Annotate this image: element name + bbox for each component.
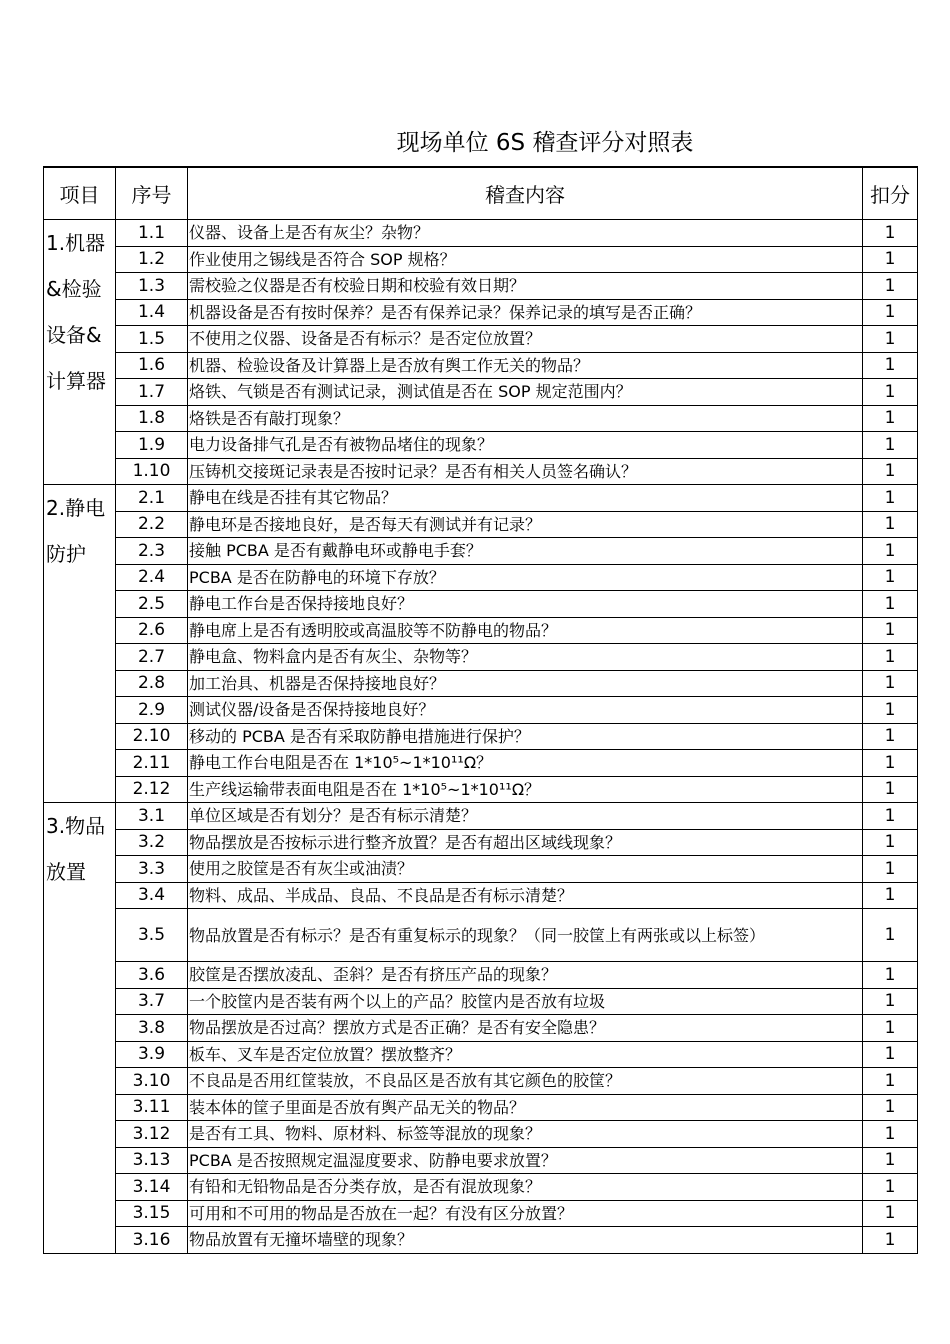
table-row xyxy=(44,617,918,644)
item-text: 静电工作台是否保持接地良好？ xyxy=(188,591,863,618)
item-number: 3.6 xyxy=(116,962,188,989)
header-seq: 序号 xyxy=(116,167,188,220)
table-row xyxy=(44,1174,918,1201)
item-score: 1 xyxy=(863,856,918,883)
item-number: 3.10 xyxy=(116,1068,188,1095)
item-text: 是否有工具、物料、原材料、标签等混放的现象？ xyxy=(188,1121,863,1148)
item-score: 1 xyxy=(863,379,918,406)
item-text: 机器设备是否有按时保养？是否有保养记录？保养记录的填写是否正确？ xyxy=(188,299,863,326)
section-name-line: &检验 xyxy=(46,277,102,301)
item-text: 装本体的筐子里面是否放有舆产品无关的物品？ xyxy=(188,1094,863,1121)
item-text: 物品放置是否有标示？是否有重复标示的现象？（同一胶筐上有两张或以上标签） xyxy=(188,909,863,962)
table-row xyxy=(44,538,918,565)
item-score: 1 xyxy=(863,1227,918,1254)
item-text: 物料、成品、半成品、良品、不良品是否有标示清楚？ xyxy=(188,882,863,909)
section-name-line: 2.静电 xyxy=(46,496,106,520)
header-deduct: 扣分 xyxy=(863,167,918,220)
item-number: 2.3 xyxy=(116,538,188,565)
item-score: 1 xyxy=(863,670,918,697)
item-number: 1.5 xyxy=(116,326,188,353)
header-category: 项目 xyxy=(44,167,116,220)
item-text: 静电席上是否有透明胶或高温胶等不防静电的物品？ xyxy=(188,617,863,644)
item-number: 3.13 xyxy=(116,1147,188,1174)
item-text: 仪器、设备上是否有灰尘？杂物？ xyxy=(188,220,863,247)
item-score: 1 xyxy=(863,829,918,856)
item-number: 1.6 xyxy=(116,352,188,379)
item-text: 需校验之仪器是否有校验日期和校验有效日期？ xyxy=(188,273,863,300)
item-text: 压铸机交接斑记录表是否按时记录？是否有相关人员签名确认？ xyxy=(188,458,863,485)
table-row xyxy=(44,1147,918,1174)
item-number: 3.14 xyxy=(116,1174,188,1201)
item-score: 1 xyxy=(863,882,918,909)
item-number: 3.1 xyxy=(116,803,188,830)
item-text: 可用和不可用的物品是否放在一起？有没有区分放置？ xyxy=(188,1200,863,1227)
item-score: 1 xyxy=(863,644,918,671)
table-row xyxy=(44,273,918,300)
item-text: 静电工作台电阻是否在 1*10⁵~1*10¹¹Ω？ xyxy=(188,750,863,777)
item-text: 静电环是否接地良好，是否每天有测试并有记录？ xyxy=(188,511,863,538)
table-row xyxy=(44,988,918,1015)
item-number: 1.9 xyxy=(116,432,188,459)
page-title: 现场单位 6S 稽查评分对照表 xyxy=(396,130,694,156)
audit-table xyxy=(43,166,918,1254)
table-row xyxy=(44,591,918,618)
item-number: 3.3 xyxy=(116,856,188,883)
header-row xyxy=(44,167,918,220)
table-row xyxy=(44,511,918,538)
item-number: 3.9 xyxy=(116,1041,188,1068)
item-number: 3.12 xyxy=(116,1121,188,1148)
item-score: 1 xyxy=(863,697,918,724)
table-row xyxy=(44,882,918,909)
item-text: 电力设备排气孔是否有被物品堵住的现象？ xyxy=(188,432,863,459)
item-score: 1 xyxy=(863,1041,918,1068)
item-score: 1 xyxy=(863,962,918,989)
item-text: 物品摆放是否按标示进行整齐放置？是否有超出区域线现象？ xyxy=(188,829,863,856)
item-score: 1 xyxy=(863,1015,918,1042)
item-score: 1 xyxy=(863,750,918,777)
item-number: 3.4 xyxy=(116,882,188,909)
section-name xyxy=(44,485,116,803)
table-row xyxy=(44,750,918,777)
table-row xyxy=(44,829,918,856)
item-text: 有铅和无铅物品是否分类存放，是否有混放现象？ xyxy=(188,1174,863,1201)
table-row xyxy=(44,803,918,830)
item-score: 1 xyxy=(863,538,918,565)
section-name-line: 1.机器 xyxy=(46,231,106,255)
item-score: 1 xyxy=(863,1147,918,1174)
item-score: 1 xyxy=(863,458,918,485)
item-score: 1 xyxy=(863,564,918,591)
table-row xyxy=(44,1094,918,1121)
section-name-line: 设备& xyxy=(46,323,102,347)
item-score: 1 xyxy=(863,1068,918,1095)
item-text: 静电盒、物料盒内是否有灰尘、杂物等？ xyxy=(188,644,863,671)
table-row xyxy=(44,909,918,962)
item-number: 1.1 xyxy=(116,220,188,247)
item-score: 1 xyxy=(863,1094,918,1121)
table-row xyxy=(44,485,918,512)
item-score: 1 xyxy=(863,485,918,512)
table-row xyxy=(44,776,918,803)
item-number: 2.11 xyxy=(116,750,188,777)
section-name-line: 防护 xyxy=(46,542,86,566)
item-text: 不使用之仪器、设备是否有标示？是否定位放置？ xyxy=(188,326,863,353)
table-row xyxy=(44,723,918,750)
table-row xyxy=(44,1227,918,1254)
item-score: 1 xyxy=(863,299,918,326)
item-score: 1 xyxy=(863,803,918,830)
item-number: 1.7 xyxy=(116,379,188,406)
item-score: 1 xyxy=(863,776,918,803)
item-score: 1 xyxy=(863,511,918,538)
item-number: 1.2 xyxy=(116,246,188,273)
item-number: 2.12 xyxy=(116,776,188,803)
item-number: 2.1 xyxy=(116,485,188,512)
item-text: 加工治具、机器是否保持接地良好？ xyxy=(188,670,863,697)
item-text: 不良品是否用红筐装放，不良品区是否放有其它颜色的胶筐？ xyxy=(188,1068,863,1095)
item-score: 1 xyxy=(863,988,918,1015)
section-name xyxy=(44,220,116,485)
item-text: 测试仪器/设备是否保持接地良好？ xyxy=(188,697,863,724)
item-score: 1 xyxy=(863,617,918,644)
table-row xyxy=(44,697,918,724)
item-number: 2.5 xyxy=(116,591,188,618)
table-row xyxy=(44,962,918,989)
section-name-line: 计算器 xyxy=(46,369,106,393)
item-number: 2.6 xyxy=(116,617,188,644)
table-row xyxy=(44,405,918,432)
item-score: 1 xyxy=(863,405,918,432)
item-text: PCBA 是否在防静电的环境下存放？ xyxy=(188,564,863,591)
item-text: 作业使用之锡线是否符合 SOP 规格？ xyxy=(188,246,863,273)
table-row xyxy=(44,1041,918,1068)
item-number: 2.8 xyxy=(116,670,188,697)
item-text: 烙铁、气锁是否有测试记录，测试值是否在 SOP 规定范围内？ xyxy=(188,379,863,406)
item-score: 1 xyxy=(863,246,918,273)
item-text: 烙铁是否有敲打现象？ xyxy=(188,405,863,432)
item-score: 1 xyxy=(863,352,918,379)
table-row xyxy=(44,856,918,883)
item-score: 1 xyxy=(863,1174,918,1201)
table-row xyxy=(44,1200,918,1227)
item-score: 1 xyxy=(863,220,918,247)
item-text: 胶筐是否摆放凌乱、歪斜？是否有挤压产品的现象？ xyxy=(188,962,863,989)
item-text: 使用之胶筐是否有灰尘或油渍？ xyxy=(188,856,863,883)
item-number: 2.10 xyxy=(116,723,188,750)
item-number: 3.8 xyxy=(116,1015,188,1042)
table-row xyxy=(44,644,918,671)
table-body xyxy=(44,220,918,1254)
item-text: 物品放置有无撞坏墙壁的现象？ xyxy=(188,1227,863,1254)
table-row xyxy=(44,1121,918,1148)
item-number: 2.4 xyxy=(116,564,188,591)
item-number: 2.7 xyxy=(116,644,188,671)
table-row xyxy=(44,432,918,459)
table-row xyxy=(44,458,918,485)
item-number: 1.3 xyxy=(116,273,188,300)
item-number: 3.2 xyxy=(116,829,188,856)
header-content: 稽查内容 xyxy=(188,167,863,220)
item-number: 1.10 xyxy=(116,458,188,485)
title-container xyxy=(0,124,950,157)
item-number: 1.8 xyxy=(116,405,188,432)
item-number: 2.9 xyxy=(116,697,188,724)
item-score: 1 xyxy=(863,909,918,962)
section-name-line: 放置 xyxy=(46,860,86,884)
item-text: 生产线运输带表面电阻是否在 1*10⁵~1*10¹¹Ω？ xyxy=(188,776,863,803)
item-score: 1 xyxy=(863,1121,918,1148)
item-text: 机器、检验设备及计算器上是否放有舆工作无关的物品？ xyxy=(188,352,863,379)
item-number: 2.2 xyxy=(116,511,188,538)
item-text: 接触 PCBA 是否有戴静电环或静电手套？ xyxy=(188,538,863,565)
table-row xyxy=(44,564,918,591)
item-score: 1 xyxy=(863,591,918,618)
table-row xyxy=(44,379,918,406)
table-row xyxy=(44,1015,918,1042)
item-text: 一个胶筐内是否装有两个以上的产品？胶筐内是否放有垃圾 xyxy=(188,988,863,1015)
table-row xyxy=(44,246,918,273)
item-text: 物品摆放是否过高？摆放方式是否正确？是否有安全隐患？ xyxy=(188,1015,863,1042)
item-number: 3.5 xyxy=(116,909,188,962)
item-number: 3.7 xyxy=(116,988,188,1015)
item-text: PCBA 是否按照规定温湿度要求、防静电要求放置？ xyxy=(188,1147,863,1174)
item-score: 1 xyxy=(863,723,918,750)
item-text: 单位区域是否有划分？是否有标示清楚？ xyxy=(188,803,863,830)
item-score: 1 xyxy=(863,326,918,353)
table-row xyxy=(44,299,918,326)
item-number: 3.11 xyxy=(116,1094,188,1121)
table-row xyxy=(44,352,918,379)
item-score: 1 xyxy=(863,273,918,300)
item-number: 3.15 xyxy=(116,1200,188,1227)
item-text: 板车、叉车是否定位放置？摆放整齐？ xyxy=(188,1041,863,1068)
item-text: 静电在线是否挂有其它物品？ xyxy=(188,485,863,512)
item-text: 移动的 PCBA 是否有采取防静电措施进行保护？ xyxy=(188,723,863,750)
item-number: 1.4 xyxy=(116,299,188,326)
section-name xyxy=(44,803,116,1254)
section-name-line: 3.物品 xyxy=(46,814,106,838)
item-score: 1 xyxy=(863,432,918,459)
item-number: 3.16 xyxy=(116,1227,188,1254)
item-score: 1 xyxy=(863,1200,918,1227)
table-row xyxy=(44,326,918,353)
table-row xyxy=(44,670,918,697)
table-row xyxy=(44,220,918,247)
table-row xyxy=(44,1068,918,1095)
